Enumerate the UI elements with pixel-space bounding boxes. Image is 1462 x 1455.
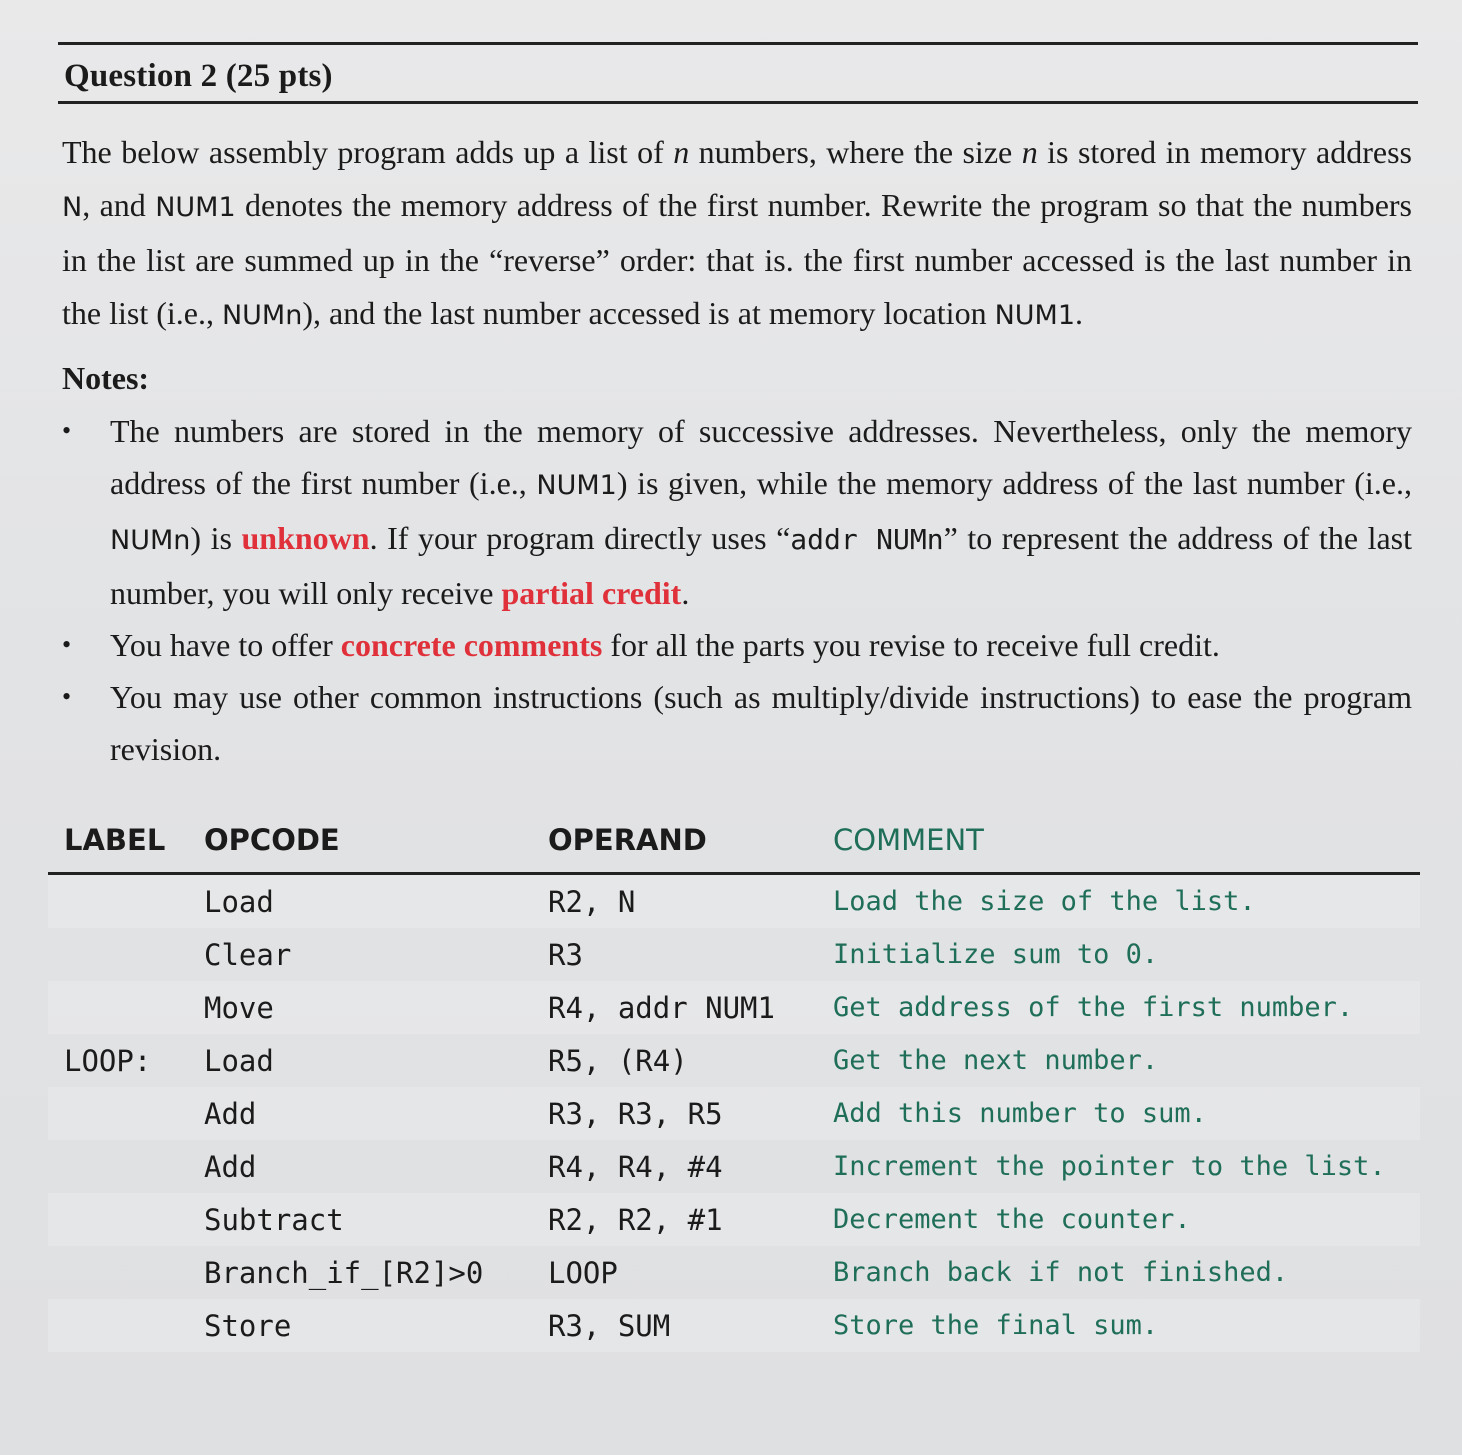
cell-comment: Initialize sum to 0.: [833, 939, 1159, 970]
cell-comment: Increment the pointer to the list.: [833, 1151, 1386, 1182]
cell-label: [48, 874, 204, 929]
table-row: [48, 874, 1420, 929]
intro-var-n: n: [1021, 134, 1038, 170]
cell-operand: R4, R4, #4: [548, 1149, 723, 1184]
bullet-icon: •: [62, 682, 72, 711]
intro-text: denotes the memory address of the first number. Rewrite the program so that the numbers in the list are summed up in the “reverse” order: that is. the first number accessed is the last number in the list (i.e.,: [62, 187, 1413, 331]
cell-label: [48, 1246, 204, 1299]
note-text: ) is given, while the memory address of the last number (i.e.,: [616, 465, 1413, 501]
cell-comment: Load the size of the list.: [833, 874, 1420, 929]
header-comment: COMMENT: [833, 812, 1420, 874]
cell-label: [48, 1140, 204, 1193]
notes-heading: Notes:: [62, 360, 150, 396]
intro-text: .: [1075, 295, 1083, 331]
cell-opcode: Load: [204, 1043, 274, 1078]
note-text: You may use other common instructions (such as multiply/divide instructions) to ease the program revision.: [110, 679, 1412, 767]
table-row: [48, 1299, 1420, 1352]
intro-paragraph: [62, 126, 1412, 342]
assembly-table: [48, 812, 1420, 1352]
note-item: [62, 619, 1412, 671]
cell-operand: R4, addr NUM1: [548, 981, 833, 1034]
cell-comment: Decrement the counter.: [833, 1193, 1420, 1246]
intro-text: is stored in memory address: [1037, 134, 1413, 170]
cell-comment: Branch back if not finished.: [833, 1257, 1289, 1288]
cell-operand: R5, (R4): [548, 1043, 688, 1078]
cell-operand: R2, R2, #1: [548, 1193, 833, 1246]
intro-code-num1: NUM1: [994, 300, 1075, 331]
cell-opcode: Branch_if_[R2]>0: [204, 1255, 484, 1290]
note-text: ) is: [190, 520, 242, 556]
cell-opcode: Store: [204, 1299, 548, 1352]
cell-opcode: Subtract: [204, 1193, 548, 1246]
note-emphasis: unknown: [241, 520, 370, 556]
intro-text: The below assembly program adds up a list of: [62, 134, 674, 170]
table-row: [48, 1246, 1420, 1299]
title-rule: [58, 101, 1418, 104]
note-item: [62, 405, 1412, 619]
cell-comment: Add this number to sum.: [833, 1087, 1420, 1140]
cell-opcode: Add: [204, 1149, 257, 1184]
header-label: LABEL: [48, 812, 204, 874]
intro-var-n: n: [673, 134, 690, 170]
intro-text: ), and the last number accessed is at memory location: [302, 295, 995, 331]
note-code: NUM1: [536, 470, 617, 501]
note-text: for all the parts you revise to receive full credit.: [602, 627, 1220, 663]
intro-text: , and: [82, 187, 156, 223]
note-text: The numbers are stored in the memory of successive addresses. Nevertheless, only the memory address of the first number (i.e.,: [110, 413, 1412, 501]
table-row: [48, 1140, 1420, 1193]
cell-comment: Get address of the first number.: [833, 981, 1420, 1034]
note-emphasis: partial credit: [501, 575, 682, 611]
table-row: [48, 1193, 1420, 1246]
cell-label: [48, 1299, 204, 1352]
header-operand: OPERAND: [548, 812, 833, 874]
table-row: [48, 928, 1420, 981]
table-header-row: [48, 812, 1420, 874]
note-text: You have to offer: [110, 627, 341, 663]
note-code: NUMn: [110, 525, 191, 556]
header-opcode: OPCODE: [204, 812, 548, 874]
cell-operand: LOOP: [548, 1255, 618, 1290]
cell-label: [48, 1087, 204, 1140]
table-row: [48, 1087, 1420, 1140]
note-text: ” to represent the address of the last number, you will only receive: [110, 520, 1413, 611]
note-text: .: [681, 575, 690, 611]
cell-operand: R3, R3, R5: [548, 1087, 833, 1140]
cell-operand: R3: [548, 937, 583, 972]
intro-text: numbers, where the size: [689, 134, 1022, 170]
intro-code-numn: NUMn: [221, 300, 303, 331]
bullet-icon: •: [62, 416, 72, 445]
cell-comment: Store the final sum.: [833, 1299, 1420, 1352]
notes-list: [62, 405, 1412, 775]
cell-opcode: Load: [204, 874, 548, 929]
intro-code-n: N: [62, 192, 83, 223]
cell-operand: R3, SUM: [548, 1299, 833, 1352]
cell-opcode: Move: [204, 981, 548, 1034]
cell-operand: R2, N: [548, 874, 833, 929]
cell-label: LOOP:: [64, 1043, 152, 1078]
top-rule: [58, 42, 1418, 45]
cell-comment: Get the next number.: [833, 1045, 1159, 1076]
cell-opcode: Add: [204, 1087, 548, 1140]
table-row: [48, 981, 1420, 1034]
cell-label: [48, 1193, 204, 1246]
cell-label: [48, 981, 204, 1034]
cell-opcode: Clear: [204, 937, 292, 972]
cell-label: [48, 928, 204, 981]
question-title: Question 2 (25 pts): [64, 58, 333, 94]
note-text: . If your program directly uses “: [369, 520, 791, 556]
note-item: [62, 671, 1412, 775]
note-code: addr NUMn: [790, 523, 944, 556]
table-row: [48, 1034, 1420, 1087]
note-emphasis: concrete comments: [340, 627, 603, 663]
intro-code-num1: NUM1: [155, 192, 236, 223]
bullet-icon: •: [62, 630, 72, 659]
